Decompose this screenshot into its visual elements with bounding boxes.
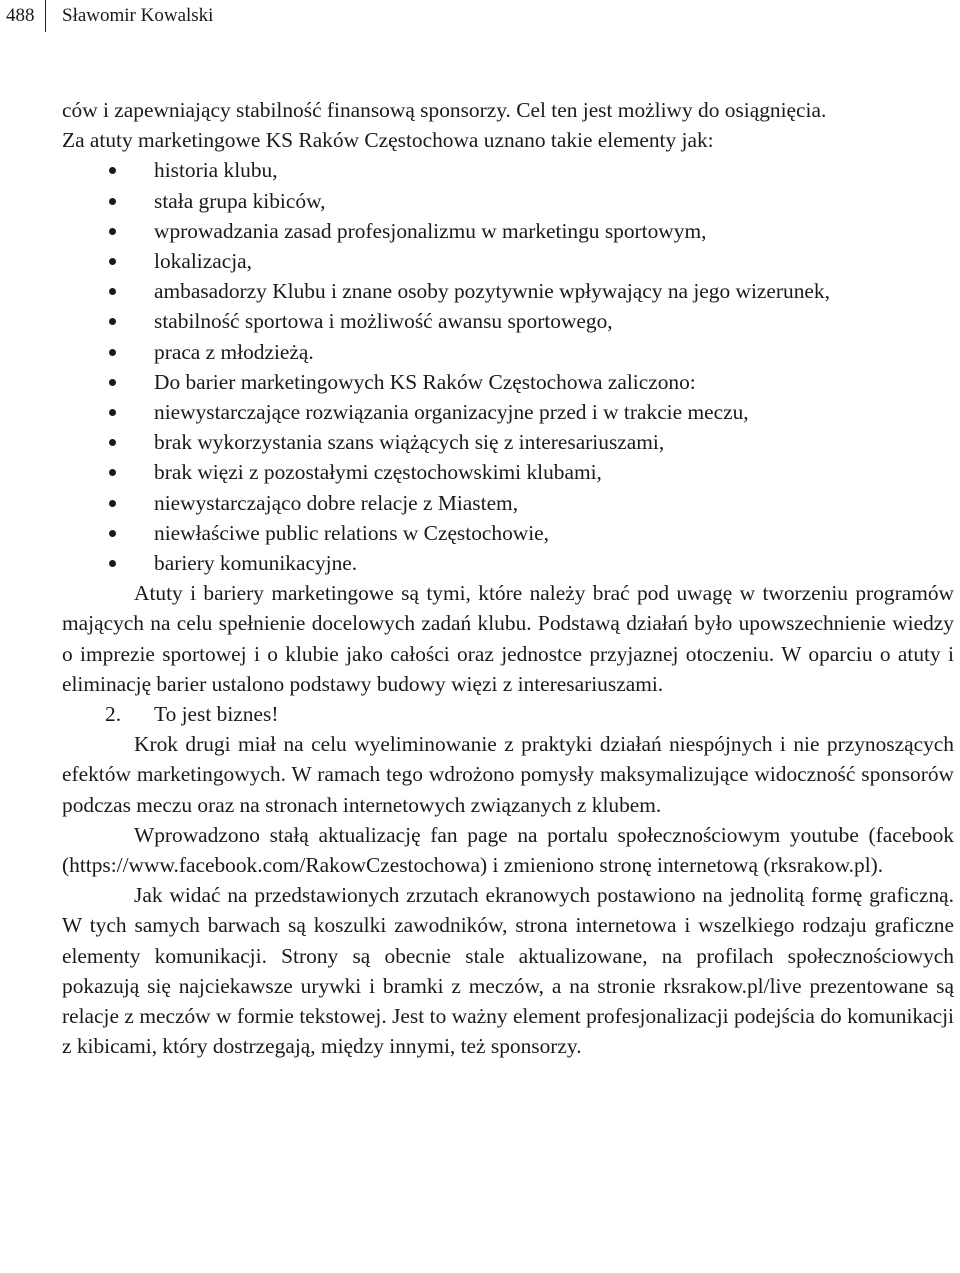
bullet-icon: [109, 318, 116, 325]
page-header: [0, 0, 400, 32]
bullet-icon: [109, 167, 116, 174]
list-item: lokalizacja,: [62, 246, 954, 276]
bullet-icon: [109, 409, 116, 416]
bullet-icon: [109, 228, 116, 235]
list-item: brak więzi z pozostałymi częstochowskimi klubami,: [62, 457, 954, 487]
assets-and-barriers-list: [62, 155, 954, 578]
bullet-icon: [109, 530, 116, 537]
list-item: ambasadorzy Klubu i znane osoby pozytywnie wpływający na jego wizerunek,: [62, 276, 954, 306]
list-item: stała grupa kibiców,: [62, 186, 954, 216]
continuation-paragraph: ców i zapewniający stabilność finansową sponsorzy. Cel ten jest możliwy do osiągnięcia.: [62, 98, 827, 122]
bullet-icon: [109, 198, 116, 205]
list-item: bariery komunikacyjne.: [62, 548, 954, 578]
list-item: Do barier marketingowych KS Raków Częstochowa zaliczono:: [62, 367, 954, 397]
section-title: To jest biznes!: [154, 702, 279, 727]
bullet-icon: [109, 439, 116, 446]
header-divider: [45, 0, 46, 32]
list-item: stabilność sportowa i możliwość awansu sportowego,: [62, 306, 954, 336]
running-head-author: Sławomir Kowalski: [62, 5, 214, 26]
section-heading: [62, 699, 954, 729]
section-number: 2.: [105, 702, 122, 727]
list-item: niewłaściwe public relations w Częstochowie,: [62, 518, 954, 548]
bullet-icon: [109, 500, 116, 507]
paragraph-assets-barriers: Atuty i bariery marketingowe są tymi, które należy brać pod uwagę w tworzeniu programów mających na celu spełnienie docelowych zadań klubu. Podstawą działań było upowszechnienie wiedzy o imprezie sportowej i o klubie jako całości oraz jednostce przyjaznej otoczeniu. W oparciu o atuty i eliminację barier ustalono podstawy budowy więzi z interesariuszami.: [62, 581, 954, 696]
paragraph-graphic-form: Jak widać na przedstawionych zrzutach ekranowych postawiono na jednolitą formę graficzną. W tych samych barwach są koszulki zawodników, strona internetowa i wszelkiego rodzaju graficzne elementy komunikacji. Strony są obecnie stale aktualizowane, na profilach społecznościowych pokazują się najciekawsze urywki i bramki z meczów, a na stronie rksrakow.pl/live prezentowane są relacje z meczów w formie tekstowej. Jest to ważny element profesjonalizacji podejścia do komunikacji z kibicami, który dostrzegają, między innymi, też sponsorzy.: [62, 883, 954, 1059]
paragraph-step-two: Krok drugi miał na celu wyeliminowanie z praktyki działań niespójnych i nie przynoszących efektów marketingowych. W ramach tego wdrożono pomysły maksymalizujące widoczność sponsorów podczas meczu oraz na stronach internetowych związanych z klubem.: [62, 732, 954, 817]
page-body: [62, 95, 954, 1062]
list-item: praca z młodzieżą.: [62, 337, 954, 367]
bullet-icon: [109, 469, 116, 476]
list-item: historia klubu,: [62, 155, 954, 185]
bullet-icon: [109, 560, 116, 567]
bullet-icon: [109, 288, 116, 295]
list-item: niewystarczające rozwiązania organizacyjne przed i w trakcie meczu,: [62, 397, 954, 427]
list-item: niewystarczająco dobre relacje z Miastem,: [62, 488, 954, 518]
list-item: wprowadzania zasad profesjonalizmu w marketingu sportowym,: [62, 216, 954, 246]
paragraph-fan-page: Wprowadzono stałą aktualizację fan page na portalu społecznościowym youtube (facebook (https://www.facebook.com/RakowCzestochowa) i zmieniono stronę internetową (rksrakow.pl).: [62, 822, 954, 878]
bullet-icon: [109, 379, 116, 386]
bullet-icon: [109, 258, 116, 265]
page-number: 488: [6, 5, 35, 26]
assets-intro: Za atuty marketingowe KS Raków Częstochowa uznano takie elementy jak:: [62, 128, 714, 153]
bullet-icon: [109, 349, 116, 356]
list-item: brak wykorzystania szans wiążących się z interesariuszami,: [62, 427, 954, 457]
